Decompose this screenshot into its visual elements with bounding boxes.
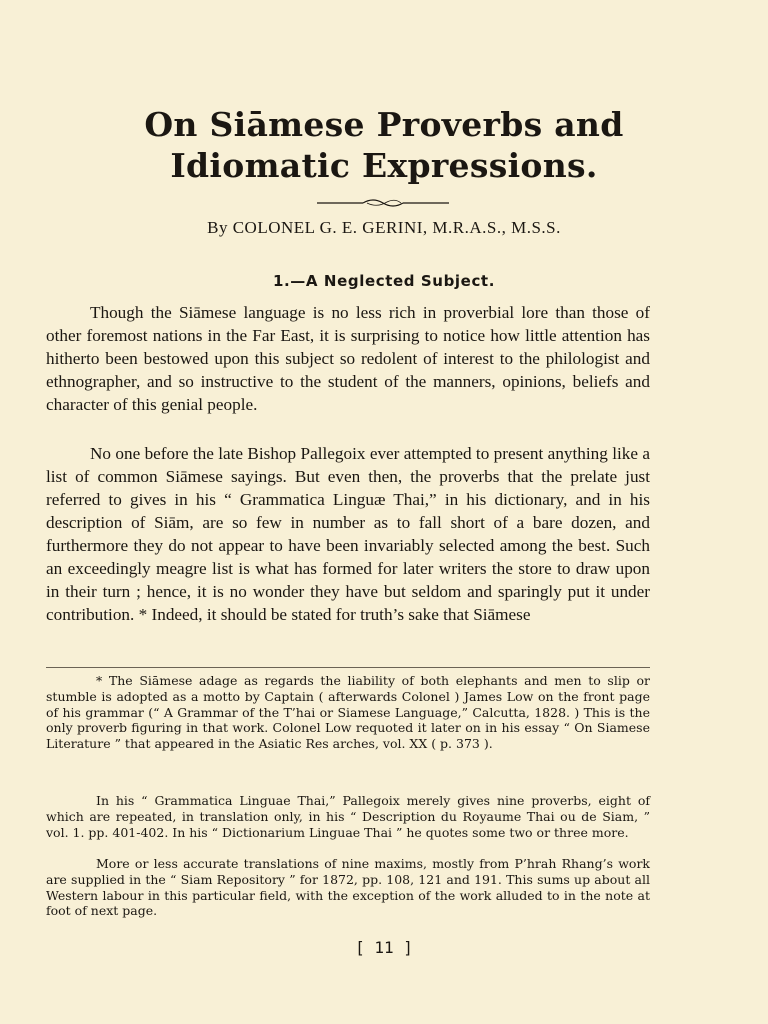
footnote-text: More or less accurate translations of nine maxims, mostly from P’hrah Rhang’s work are supplied in the “ Siam Repository ” for 1872, pp. 108, 121 and 191. This sums up about all Western labour in this particular field, with the exception of the work alluded to in the note at foot of next page. <box>46 856 650 919</box>
page-number: [ 11 ] <box>355 938 413 957</box>
author-byline: By COLONEL G. E. GERINI, M.R.A.S., M.S.S. <box>207 218 561 237</box>
footnote-rule <box>46 667 650 668</box>
article-title <box>0 104 768 186</box>
body-paragraph-1 <box>46 301 650 416</box>
footnote-1 <box>46 673 650 752</box>
section-heading: 1.—A Neglected Subject. <box>272 272 496 290</box>
footnote-text: In his “ Grammatica Linguae Thai,” Pallegoix merely gives nine proverbs, eight of which are repeated, in translation only, in his “ Description du Royaume Thai ou de Siam, ” vol. 1. pp. 401-402. In his “ Dictionarium Linguae Thai ” he quotes some two or three more. <box>46 793 650 840</box>
paragraph-text: Though the Siāmese language is no less rich in proverbial lore than those of other foremost nations in the Far East, it is surprising to notice how little attention has hitherto been bestowed upon this subject so redolent of interest to the philologist and ethnographer, and so instructive to the student of the manners, opinions, beliefs and character of this genial people. <box>46 303 650 414</box>
body-paragraph-2 <box>46 442 650 626</box>
paragraph-text: No one before the late Bishop Pallegoix ever attempted to present anything like a list of common Siāmese sayings. But even then, the proverbs that the prelate just referred to gives in his “ Grammatica Linguæ Thai,” in his dictionary, and in his description of Siām, are so few in number as to fall short of a bare dozen, and furthermore they do not appear to have been invariably selected among the best. Such an exceedingly meagre list is what has formed for later writers the store to draw upon in their turn ; hence, it is no wonder they have but seldom and sparingly put it under contribution. * Indeed, it should be stated for truth’s sake that Siāmese <box>46 444 650 624</box>
title-line-2: Idiomatic Expressions. <box>170 146 598 185</box>
footnote-2 <box>46 793 650 840</box>
footnote-text: * The Siāmese adage as regards the liability of both elephants and men to slip or stumble is adopted as a motto by Captain ( afterwards Colonel ) James Low on the front page of his grammar (“ A Grammar of the T’hai or Siamese Language,” Calcutta, 1828. ) This is the only proverb figuring in that work. Colonel Low requoted it later on in his essay “ On Siamese Literature ” that appeared in the Asiatic Res arches, vol. XX ( p. 373 ). <box>46 673 650 752</box>
title-line-1: On Siāmese Proverbs and <box>144 105 624 144</box>
footnote-3 <box>46 856 650 919</box>
ornament-divider-icon <box>317 197 449 209</box>
